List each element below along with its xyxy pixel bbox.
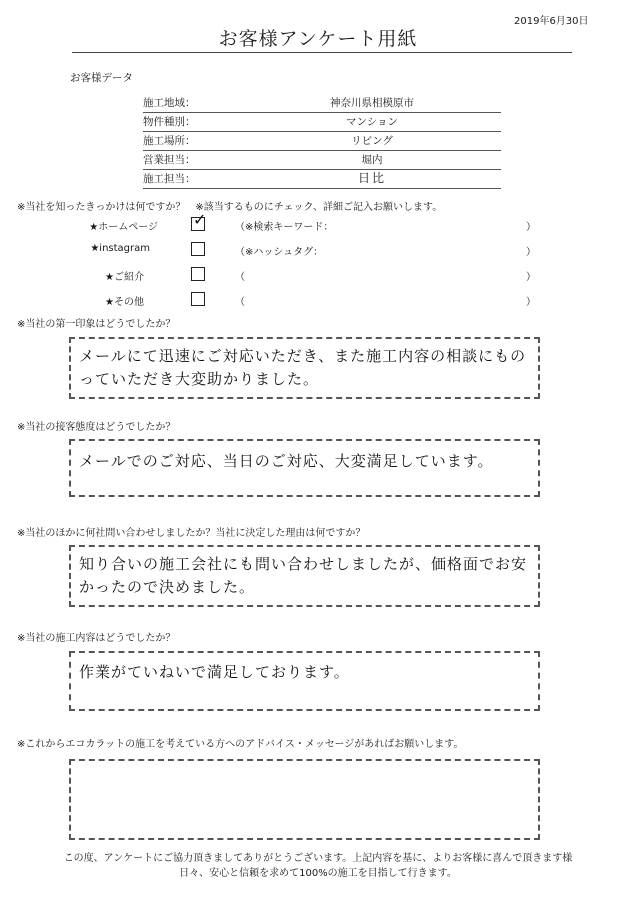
page-title: お客様アンケート用紙 bbox=[218, 28, 418, 50]
option-label-instagram: ★instagram bbox=[90, 243, 150, 254]
question-customer-service: ※当社の接客態度はどうでしたか？ bbox=[17, 422, 176, 433]
info-value: マンション bbox=[345, 116, 399, 128]
info-label: 営業担当： bbox=[143, 154, 196, 166]
option-label-other: ★その他 bbox=[105, 297, 144, 308]
field-referral[interactable]: （ bbox=[235, 272, 245, 283]
info-row-area bbox=[143, 93, 501, 113]
field-close-paren: ） bbox=[526, 297, 536, 308]
answer-box-first-impression[interactable] bbox=[69, 337, 540, 399]
field-hashtag[interactable]: （※ハッシュタグ： bbox=[235, 247, 324, 258]
info-row-sales-rep bbox=[143, 150, 501, 170]
info-value: 日比 bbox=[357, 171, 386, 185]
customer-data-heading: お客様データ bbox=[70, 72, 133, 84]
answer-text: 作業がていねいで満足しております。 bbox=[79, 663, 350, 681]
info-label: 施工担当： bbox=[143, 173, 196, 185]
checkbox-homepage[interactable] bbox=[191, 210, 207, 231]
info-label: 物件種別： bbox=[143, 116, 196, 128]
checkbox-other[interactable] bbox=[191, 292, 205, 306]
answer-text: メールでのご対応、当日のご対応、大変満足しています。 bbox=[79, 452, 494, 470]
option-label-homepage: ★ホームページ bbox=[89, 222, 158, 233]
info-label: 施工地域： bbox=[143, 97, 196, 109]
answer-box-customer-service[interactable] bbox=[69, 439, 540, 497]
answer-box-advice-message[interactable] bbox=[69, 759, 540, 840]
question-advice-message: ※これからエコカラットの施工を考えている方へのアドバイス・メッセージがあればお願いします。 bbox=[17, 739, 464, 750]
info-value: 神奈川県相模原市 bbox=[330, 97, 414, 109]
field-close-paren: ） bbox=[526, 222, 536, 233]
question-how-found: ※当社を知ったきっかけは何ですか？ ※該当するものにチェック、詳細ご記入お願いします。 bbox=[17, 202, 443, 213]
answer-text: 知り合いの施工会社にも問い合わせしましたが、価格面でお安かったので決めました。 bbox=[79, 555, 528, 596]
answer-box-competitors[interactable] bbox=[69, 545, 540, 607]
info-row-location bbox=[143, 131, 501, 151]
info-value: 堀内 bbox=[361, 154, 383, 166]
question-first-impression: ※当社の第一印象はどうでしたか？ bbox=[17, 319, 176, 330]
check-icon: ✓ bbox=[193, 210, 207, 229]
field-close-paren: ） bbox=[526, 272, 536, 283]
answer-box-installation[interactable] bbox=[69, 651, 540, 711]
checkbox-instagram[interactable] bbox=[191, 242, 205, 256]
info-value: リビング bbox=[351, 135, 393, 147]
footer-message bbox=[20, 851, 616, 881]
field-other[interactable]: （ bbox=[235, 297, 245, 308]
question-installation: ※当社の施工内容はどうでしたか？ bbox=[17, 633, 176, 644]
footer-line: 日々、安心と信頼を求めて100%の施工を目指して行きます。 bbox=[179, 868, 457, 879]
option-label-referral: ★ご紹介 bbox=[105, 272, 144, 283]
info-row-property-type bbox=[143, 112, 501, 132]
answer-text: メールにて迅速にご対応いただき、また施工内容の相談にものっていただき大変助かりました。 bbox=[79, 347, 527, 388]
field-close-paren: ） bbox=[526, 247, 536, 258]
title-underline bbox=[72, 52, 572, 53]
survey-date: 2019年6月30日 bbox=[514, 16, 589, 27]
question-competitors: ※当社のほかに何社問い合わせしましたか？当社に決定した理由は何ですか？ bbox=[17, 528, 366, 539]
info-row-installer bbox=[143, 169, 501, 189]
info-label: 施工場所： bbox=[143, 135, 196, 147]
footer-line: この度、アンケートにご協力頂きましてありがとうございます。上記内容を基に、よりお客様に喜んで頂きます様 bbox=[63, 853, 573, 864]
checkbox-referral[interactable] bbox=[191, 267, 205, 281]
field-search-keyword[interactable]: （※検索キーワード： bbox=[235, 222, 334, 233]
